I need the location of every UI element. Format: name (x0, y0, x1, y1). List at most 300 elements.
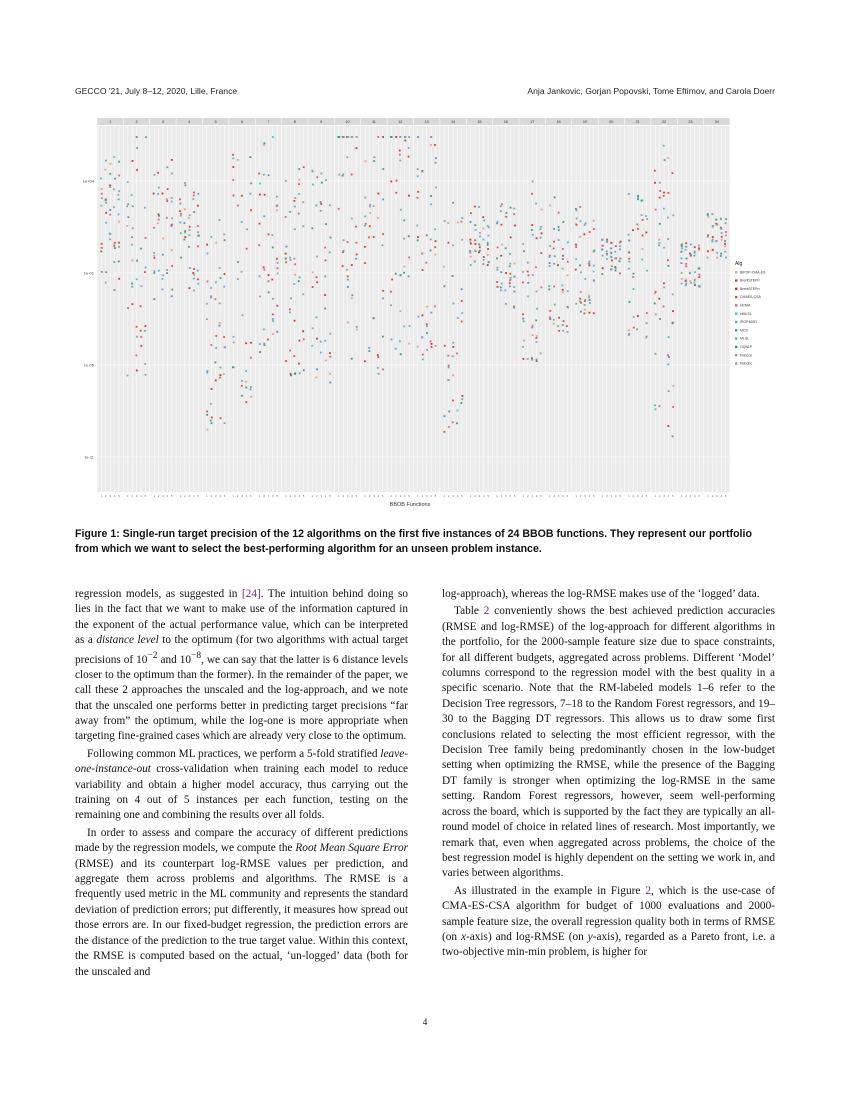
data-point (553, 248, 555, 250)
data-point (289, 350, 291, 352)
data-point (171, 173, 173, 175)
x-tick-label: 3 (373, 495, 375, 498)
data-point (382, 369, 384, 371)
data-point (527, 262, 529, 264)
x-tick-label: 2 (395, 495, 397, 498)
data-point (685, 284, 687, 286)
facet-label: 1 (109, 120, 112, 124)
data-point (584, 299, 586, 301)
data-point (127, 375, 129, 377)
data-point (686, 258, 688, 260)
data-point (131, 303, 133, 305)
data-point (475, 229, 477, 231)
x-tick-label: 1 (575, 495, 577, 498)
x-tick-label: 4 (166, 495, 169, 498)
data-point (219, 367, 221, 369)
data-point (259, 194, 261, 196)
data-point (113, 156, 115, 158)
figure-caption: Figure 1: Single-run target precision of the 12 algorithms on the first five instances of 24 BBOB functions. They represent our portfolio from which we want to select the best-performing algorithm for an unseen problem instance. (75, 528, 752, 555)
table-link[interactable]: 2 (483, 605, 490, 618)
data-point (593, 265, 595, 267)
data-point (672, 310, 674, 312)
data-point (289, 211, 291, 213)
data-point (224, 346, 226, 348)
data-point (241, 380, 243, 382)
data-point (320, 203, 322, 205)
data-point (636, 223, 638, 225)
data-point (368, 236, 370, 238)
data-point (593, 228, 595, 230)
data-point (585, 222, 587, 224)
data-point (619, 248, 621, 250)
data-point (298, 183, 300, 185)
data-point (721, 236, 723, 238)
data-point (601, 273, 603, 275)
facet-panel (124, 118, 150, 498)
data-point (136, 169, 138, 171)
facet-label: 5 (214, 120, 217, 124)
data-point (215, 362, 217, 364)
data-point (482, 227, 484, 229)
data-point (658, 242, 660, 244)
x-tick-label: 4 (377, 495, 380, 498)
data-point (509, 273, 511, 275)
data-point (343, 250, 345, 252)
data-point (435, 187, 437, 189)
data-point (448, 367, 450, 369)
data-point (527, 282, 529, 284)
facet-label: 6 (241, 120, 244, 124)
data-point (351, 358, 353, 360)
data-point (171, 249, 173, 251)
data-point (558, 212, 560, 214)
data-point (118, 261, 120, 263)
x-tick-label: 4 (641, 495, 643, 498)
data-point (118, 175, 120, 177)
data-point (435, 240, 437, 242)
data-point (549, 245, 551, 247)
data-point (403, 272, 405, 274)
facet-panels (97, 118, 729, 498)
data-point (567, 274, 569, 276)
data-point (399, 340, 401, 342)
data-point (369, 204, 371, 206)
data-point (562, 268, 564, 270)
data-point (374, 156, 376, 158)
legend-label: MCS (740, 328, 748, 333)
data-point (127, 307, 129, 309)
data-point (242, 314, 244, 316)
x-tick-label: 1 (417, 495, 419, 498)
data-point (207, 370, 209, 372)
data-point (698, 276, 700, 278)
data-point (219, 219, 221, 221)
legend-swatch (735, 313, 737, 315)
x-tick-label: 4 (535, 495, 538, 498)
data-point (615, 270, 617, 272)
data-point (382, 244, 384, 246)
data-point (435, 162, 437, 164)
data-point (347, 279, 349, 281)
facet-label: 12 (398, 120, 403, 124)
data-point (562, 255, 564, 257)
data-point (409, 325, 411, 327)
data-point (579, 300, 581, 302)
legend-swatch (735, 304, 737, 306)
x-tick-label: 2 (527, 495, 529, 498)
data-point (504, 289, 506, 291)
data-point (658, 298, 660, 300)
data-point (220, 417, 222, 419)
data-point (685, 283, 687, 285)
data-point (109, 184, 111, 186)
data-point (351, 174, 353, 176)
x-tick-label: 4 (430, 495, 432, 498)
data-point (685, 265, 687, 267)
data-point (579, 206, 581, 208)
data-point (179, 198, 181, 200)
data-point (329, 333, 331, 335)
data-point (276, 331, 278, 333)
data-point (720, 255, 722, 257)
data-point (421, 337, 423, 339)
data-point (325, 179, 327, 181)
data-point (444, 415, 446, 417)
data-point (681, 283, 683, 285)
data-point (223, 373, 225, 375)
legend-label: fminunc (740, 361, 753, 366)
data-point (505, 272, 507, 274)
data-point (289, 257, 291, 259)
data-point (655, 209, 657, 211)
data-point (531, 193, 533, 195)
x-tick-label: 1 (496, 495, 498, 498)
data-point (154, 257, 156, 259)
data-point (162, 289, 164, 291)
figure-1-chart (75, 110, 775, 520)
data-point (215, 281, 217, 283)
data-point (298, 280, 300, 282)
x-tick-label: 5 (434, 495, 437, 498)
data-point (404, 140, 406, 142)
data-point (329, 204, 331, 206)
data-point (536, 335, 538, 337)
x-tick-label: 3 (557, 495, 560, 498)
data-point (232, 157, 234, 159)
data-point (448, 379, 450, 381)
data-point (263, 174, 265, 176)
data-point (272, 298, 274, 300)
data-point (219, 267, 221, 269)
data-point (694, 271, 696, 273)
data-point (157, 172, 159, 174)
data-point (554, 196, 556, 198)
data-point (197, 278, 199, 280)
data-point (192, 198, 194, 200)
citation-link[interactable]: [24] (241, 588, 261, 600)
data-point (245, 342, 247, 344)
x-tick-label: 3 (478, 495, 481, 498)
data-point (382, 168, 384, 170)
data-point (329, 356, 331, 358)
data-point (364, 360, 366, 362)
data-point (144, 271, 146, 273)
data-point (263, 269, 265, 271)
data-point (290, 375, 292, 377)
data-point (403, 219, 405, 221)
data-point (430, 341, 432, 343)
data-point (268, 174, 270, 176)
data-point (272, 333, 274, 335)
data-point (126, 225, 128, 227)
data-point (245, 387, 247, 389)
data-point (589, 302, 591, 304)
data-point (207, 281, 209, 283)
data-point (681, 272, 683, 274)
data-point (105, 160, 107, 162)
x-tick-label: 1 (338, 495, 340, 498)
data-point (724, 245, 726, 247)
y-tick-label: 1e+04 (82, 178, 94, 184)
data-point (448, 365, 450, 367)
data-point (272, 318, 274, 320)
legend-label: MLSL (740, 336, 750, 341)
data-point (479, 250, 481, 252)
data-point (422, 314, 424, 316)
data-point (364, 225, 366, 227)
x-tick-label: 3 (636, 495, 639, 498)
data-point (681, 248, 683, 250)
data-point (140, 330, 142, 332)
data-point (724, 243, 726, 245)
figure-link[interactable]: 2 (645, 884, 651, 897)
data-point (316, 338, 318, 340)
data-point (456, 422, 458, 424)
data-point (417, 197, 419, 199)
data-point (193, 192, 195, 194)
data-point (444, 220, 446, 222)
data-point (302, 330, 304, 332)
data-point (637, 198, 639, 200)
data-point (425, 262, 427, 264)
data-point (171, 265, 173, 267)
data-point (246, 228, 248, 230)
data-point (452, 303, 454, 305)
data-point (576, 218, 578, 220)
data-point (712, 249, 714, 251)
data-point (109, 214, 111, 216)
data-point (237, 205, 239, 207)
data-point (580, 311, 582, 313)
data-point (707, 236, 709, 238)
data-point (452, 346, 454, 348)
data-point (118, 242, 120, 244)
data-point (557, 264, 559, 266)
data-point (320, 173, 322, 175)
data-point (663, 208, 665, 210)
data-point (293, 200, 295, 202)
facet-panel (467, 118, 493, 498)
data-point (417, 175, 419, 177)
data-point (422, 269, 424, 271)
data-point (562, 258, 564, 260)
data-point (114, 242, 116, 244)
data-point (364, 262, 366, 264)
x-tick-label: 2 (447, 495, 450, 498)
data-point (509, 263, 511, 265)
data-point (118, 190, 120, 192)
data-point (188, 229, 190, 231)
data-point (417, 191, 419, 193)
data-point (241, 271, 243, 273)
data-point (549, 316, 551, 318)
data-point (694, 251, 696, 253)
data-point (100, 178, 102, 180)
x-tick-label: 5 (566, 495, 569, 498)
data-point (135, 354, 137, 356)
data-point (153, 227, 155, 229)
data-point (408, 195, 410, 197)
data-point (395, 273, 397, 275)
x-tick-label: 1 (364, 495, 366, 498)
x-tick-label: 2 (711, 495, 714, 498)
y-axis (83, 179, 95, 460)
x-tick-label: 1 (153, 495, 155, 498)
data-point (211, 417, 213, 419)
data-point (346, 269, 348, 271)
paragraph: Table 2 conveniently shows the best achieved prediction accuracies (RMSE and log-RMSE) of the log-approach for different algorithms in the portfolio, for the 2000-sample feature size due to space constraints, for all different budgets, aggregated across problems. Different ‘Model’ columns correspond to the regression model with the best quality in a specific scenario. Note that the RM-labeled models 1–6 refer to the Decision Tree regressors, 7–18 to the Random Forest regressors, and 19–30 to the Bagging DT regressors. This allows us to draw some first conclusions related to selecting the most efficient regressor, with the Decision Tree family being predominantly chosen in the low-budget setting when optimizing the RMSE, while the presence of the Bagging DT family is stronger when optimizing the log-RMSE in the same setting. Random Forest regressors, however, seem well-performing across the board, which is supported by the fact they are typically an all-round model of choice in related lines of research. Most importantly, we remark that, even when aggregated across problems, the choice of the best regression model is highly dependent on the setting we work in, and varies between algorithms. (442, 605, 775, 880)
data-point (408, 156, 410, 158)
data-point (377, 354, 379, 356)
data-point (302, 201, 304, 203)
data-point (285, 258, 287, 260)
data-point (501, 283, 503, 285)
data-point (469, 241, 471, 243)
data-point (646, 270, 648, 272)
data-point (324, 247, 326, 249)
data-point (268, 291, 270, 293)
data-point (311, 227, 313, 229)
data-point (171, 217, 173, 219)
data-point (645, 232, 647, 234)
x-tick-label: 1 (680, 495, 683, 498)
facet-panel (203, 118, 229, 498)
facet-label: 3 (161, 120, 164, 124)
x-tick-label: 1 (601, 495, 604, 498)
data-point (166, 269, 168, 271)
data-point (435, 157, 437, 159)
data-point (501, 244, 503, 246)
x-tick-label: 3 (241, 495, 243, 498)
data-point (232, 179, 234, 181)
data-point (584, 304, 586, 306)
x-tick-label: 5 (223, 495, 226, 498)
data-point (633, 316, 635, 318)
data-point (435, 345, 437, 347)
data-point (258, 173, 260, 175)
data-point (531, 229, 533, 231)
data-point (294, 228, 296, 230)
data-point (580, 220, 582, 222)
paragraph: As illustrated in the example in Figure 2, which is the use-case of CMA-ES-CSA algorithm for budget of 1000 evaluations and 2000-sample feature size, the overall regression quality both in terms of RMSE (on x-axis) and log-RMSE (on y-axis), regarded as a Pareto front, i.e. a two-objective min-min problem, is higher for (442, 884, 776, 959)
data-point (483, 239, 485, 241)
data-point (421, 253, 423, 255)
y-tick-label: 1e-01 (83, 270, 94, 276)
data-point (162, 254, 164, 256)
data-point (418, 316, 420, 318)
x-tick-label: 3 (716, 495, 718, 498)
x-tick-label: 2 (421, 495, 424, 498)
legend-label: IPOP400D (740, 320, 757, 325)
data-point (294, 274, 296, 276)
x-tick-label: 4 (509, 495, 511, 498)
data-point (417, 239, 419, 241)
data-point (377, 367, 379, 369)
x-tick-label: 4 (298, 495, 300, 498)
data-point (505, 303, 507, 305)
x-tick-label: 3 (346, 495, 349, 498)
data-point (224, 422, 226, 424)
paragraph: regression models, as suggested in [24]. The intuition behind doing so lies in the fact that we want to make use of the information captured in the exponent of the actual performance value, which can be interpreted as a distance level to the optimum (for two algorithms with actual target precisions of $10^{-2}$ and $10^{-8}$, we can say that the latter is 6 distance levels closer to the optimum than the former). In the remainder of the paper, we call these 2 approaches the unscaled and the log-approach, and we note that the unscaled one performs better in predicting target precisions “far away from” the optimum, while the log-one is more appropriate when targeting fine-grained cases which are already very close to the optimum. (75, 588, 409, 743)
data-point (189, 287, 191, 289)
data-point (224, 239, 226, 241)
data-point (562, 248, 564, 250)
data-point (474, 239, 476, 241)
data-point (725, 231, 727, 233)
data-point (611, 260, 613, 262)
data-point (316, 256, 318, 258)
data-point (207, 253, 209, 255)
data-point (210, 236, 212, 238)
data-point (365, 160, 367, 162)
data-point (646, 218, 648, 220)
data-point (171, 201, 173, 203)
data-point (207, 429, 209, 431)
facet-panel (308, 118, 334, 498)
data-point (145, 267, 147, 269)
data-point (667, 192, 669, 194)
data-point (536, 291, 538, 293)
data-point (210, 403, 212, 405)
data-point (136, 278, 138, 280)
data-point (330, 237, 332, 239)
data-point (347, 241, 349, 243)
data-point (496, 257, 498, 259)
data-point (576, 224, 578, 226)
data-point (131, 194, 133, 196)
data-point (509, 282, 511, 284)
data-point (232, 366, 234, 368)
data-point (602, 267, 604, 269)
data-point (290, 259, 292, 261)
data-point (364, 215, 366, 217)
data-point (259, 275, 261, 277)
data-point (399, 150, 401, 152)
data-point (264, 344, 266, 346)
data-point (686, 246, 688, 248)
data-point (548, 256, 550, 258)
data-point (171, 289, 173, 291)
data-point (716, 252, 718, 254)
data-point (694, 246, 696, 248)
data-point (132, 259, 134, 261)
data-point (263, 142, 265, 144)
data-point (712, 213, 714, 215)
x-tick-label: 5 (645, 495, 648, 498)
data-point (430, 250, 432, 252)
data-point (478, 206, 480, 208)
data-point (351, 218, 353, 220)
